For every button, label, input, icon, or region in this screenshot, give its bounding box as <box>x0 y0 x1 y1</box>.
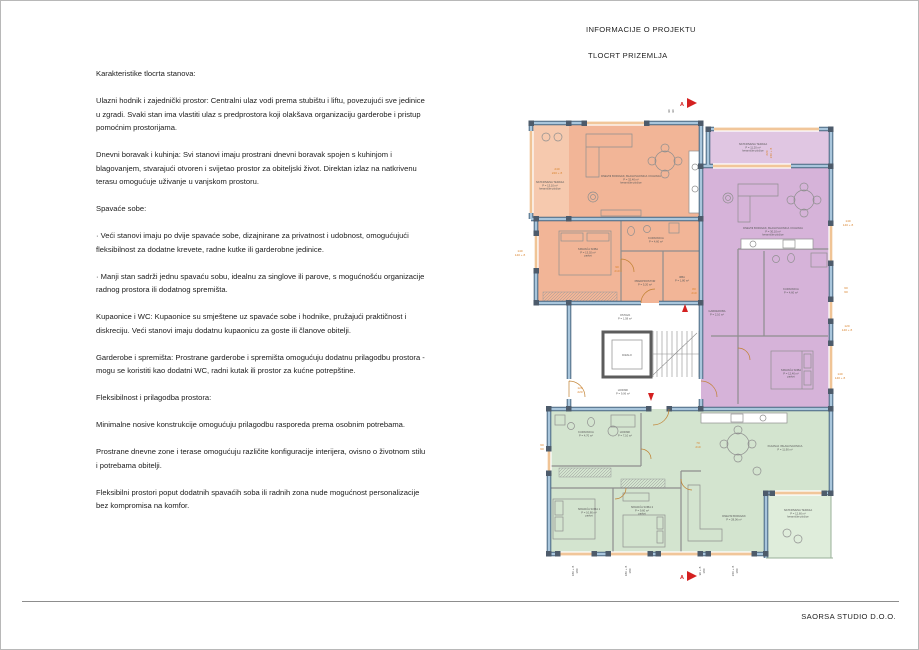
svg-text:70210: 70 210 <box>695 441 701 449</box>
svg-text:SPAVAĆA SOBAP = 12,40 m²parket: SPAVAĆA SOBA P = 12,40 m² parket <box>780 369 802 379</box>
svg-text:140140 + 8: 140 140 + 8 <box>514 249 526 257</box>
unit-purple-terrace <box>708 129 831 166</box>
svg-text:6060: 60 60 <box>844 286 848 294</box>
paragraph: Kupaonice i WC: Kupaonice su smještene uz spavaće sobe i hodnike, pružajući praktičnost i diskreciju. Veći stanovi imaju dodatnu kupaonicu za goste ili članove obitelji. <box>96 312 407 335</box>
svg-text:80210: 80 210 <box>691 287 697 295</box>
svg-text:HODNIKP = 7,10 m²: HODNIK P = 7,10 m² <box>618 431 632 438</box>
svg-text:220 + 8180: 220 + 8180 <box>731 565 739 577</box>
stair-core <box>603 331 699 377</box>
floor-plan <box>506 89 918 599</box>
paragraph: Karakteristike tlocrta stanova: <box>96 69 196 78</box>
section-arrow-bottom <box>687 571 697 581</box>
unit-purple <box>701 166 831 409</box>
svg-text:SPAVAĆA SOBAP = 13,02 m²parket: SPAVAĆA SOBA P = 13,02 m² parket <box>577 248 599 258</box>
svg-text:NATKRIVENA TERASAP = 13,10 m²k: NATKRIVENA TERASA P = 13,10 m² keramičke pločice <box>535 181 565 191</box>
svg-text:IZBAP = 1,80 m²: IZBA P = 1,80 m² <box>675 276 689 283</box>
svg-text:120140 + 8: 120 140 + 8 <box>841 324 853 332</box>
svg-text:KUPAONICAP = 4,70 m²: KUPAONICA P = 4,70 m² <box>578 431 594 438</box>
svg-text:SPAVAĆA SOBA 1P = 10,80 m²park: SPAVAĆA SOBA 1 P = 10,80 m² parket <box>577 508 601 518</box>
svg-text:DNEVNI BORAVAK, BLAGOVAONICA I: DNEVNI BORAVAK, BLAGOVAONICA I KUHINJA P = 30,10 m² keramičke pločice <box>743 227 803 237</box>
svg-text:DNEVNI BORAVAKP = 28,06 m²: DNEVNI BORAVAK P = 28,06 m² <box>722 515 746 522</box>
section-letter-bottom: A <box>680 575 684 581</box>
svg-text:PREDPROSTORP = 5,20 m²: PREDPROSTOR P = 5,20 m² <box>634 280 656 287</box>
svg-text:KUHINJA I BLAGOVAONICAP = 11,9: KUHINJA I BLAGOVAONICA P = 11,90 m² <box>767 445 803 452</box>
studio-name: SAORSA STUDIO D.O.O. <box>801 612 896 621</box>
svg-text:90 + 8180: 90 + 8180 <box>698 566 706 576</box>
svg-text:180 + 8180: 180 + 8180 <box>624 565 632 577</box>
svg-text:KUPAONICAP = 4,60 m²: KUPAONICA P = 4,60 m² <box>783 288 799 295</box>
paragraph: · Manji stan sadrži jednu spavaću sobu, idealnu za singlove ili parove, s mogućnošću organizacije radnog prostora ili dodatnog spremišta. <box>96 271 425 294</box>
svg-text:NATKRIVENA TERASAP = 11,20 m²k: NATKRIVENA TERASA P = 11,20 m² keramičke pločice <box>738 143 768 153</box>
description-text-column <box>96 67 426 526</box>
paragraph: Ulazni hodnik i zajednički prostor: Centralni ulaz vodi prema stubištu i liftu, povezujući sve jedinice u zgradi. Svaki stan ima vlastiti ulaz s predprostora koji olakšava organizaciju garderobe i pristup pomoćnim prostorijama. <box>96 96 425 132</box>
paragraph: Fleksibilni prostori poput dodatnih spavaćih soba ili radnih zona nude mogućnost personalizacije bez kompromisa na komfor. <box>96 487 420 510</box>
svg-text:GARDEROBAP = 2,10 m²: GARDEROBA P = 2,10 m² <box>708 310 726 317</box>
project-info-heading: INFORMACIJE O PROJEKTU <box>586 25 696 34</box>
paragraph: Dnevni boravak i kuhinja: Svi stanovi imaju prostrani dnevni boravak spojen s kuhinjom i blagovanjem, stvarajući otvoren i svijetao prostor za obiteljski život. Direktan izlaz na natkrivenu terasu omogućuje uživanje u vanjskom prostoru. <box>96 150 417 186</box>
paragraph: Prostrane dnevne zone i terase omogućuju različite konfiguracije interijera, ovisno o životnom stilu i potrebama obitelji. <box>96 447 426 470</box>
paragraph: Minimalne nosive konstrukcije omogućuju prilagodbu rasporeda prema osobnim potrebama. <box>96 420 405 429</box>
svg-text:DNEVNI BORAVAK, BLAGOVAONICA I: DNEVNI BORAVAK, BLAGOVAONICA I KUHINJA P = 32,40 m² keramičke pločice <box>601 175 661 185</box>
svg-text:HODNIKP = 9,06 m²: HODNIK P = 9,06 m² <box>616 389 630 396</box>
svg-text:DIZALO: DIZALO <box>622 354 632 357</box>
svg-text:SPAVAĆA SOBA 2P = 9,60 m²parke: SPAVAĆA SOBA 2 P = 9,60 m² parket <box>630 506 654 516</box>
svg-text:220240 + 8: 220240 + 8 <box>765 147 773 159</box>
paragraph: Spavaće sobe: <box>96 204 147 213</box>
svg-text:90210: 90 210 <box>614 265 620 273</box>
svg-text:OSTAVAP = 1,58 m²: OSTAVA P = 1,58 m² <box>618 314 632 321</box>
footer-divider <box>22 601 899 602</box>
section-arrow-top <box>687 98 697 108</box>
svg-text:240220 + 8: 240 220 + 8 <box>551 167 563 175</box>
unit-green-terrace <box>766 493 831 558</box>
svg-text:140140 + 8: 140 140 + 8 <box>834 372 846 380</box>
drawing-title: TLOCRT PRIZEMLJA <box>588 51 668 60</box>
svg-text:120220: 120 220 <box>577 386 583 394</box>
svg-text:KUPAONICAP = 4,60 m²: KUPAONICA P = 4,60 m² <box>648 237 664 244</box>
svg-text:140140 + 8: 140 140 + 8 <box>842 219 854 227</box>
staircase <box>653 331 699 377</box>
paragraph: · Veći stanovi imaju po dvije spavaće sobe, dizajnirane za privatnost i udobnost, omogućujući fleksibilnost za dodatne krevete, radne kutke ili garderobne jedinice. <box>96 231 409 254</box>
svg-text:6060: 60 60 <box>540 443 544 451</box>
paragraph: Fleksibilnost i prilagodba prostora: <box>96 393 212 402</box>
svg-text:NATKRIVENA TERASAP = 12,60 m²k: NATKRIVENA TERASA P = 12,60 m² keramičke pločice <box>783 509 813 519</box>
paragraph: Garderobe i spremišta: Prostrane garderobe i spremišta omogućuju dodatnu prilagodbu prostora - mogu se koristiti kao dodatni WC, radni kutak ili prostor za kućne potrepštine. <box>96 352 425 375</box>
svg-text:180 + 8180: 180 + 8180 <box>571 565 579 577</box>
svg-text:9090: 9090 <box>667 109 675 113</box>
section-letter-top: A <box>680 102 684 108</box>
